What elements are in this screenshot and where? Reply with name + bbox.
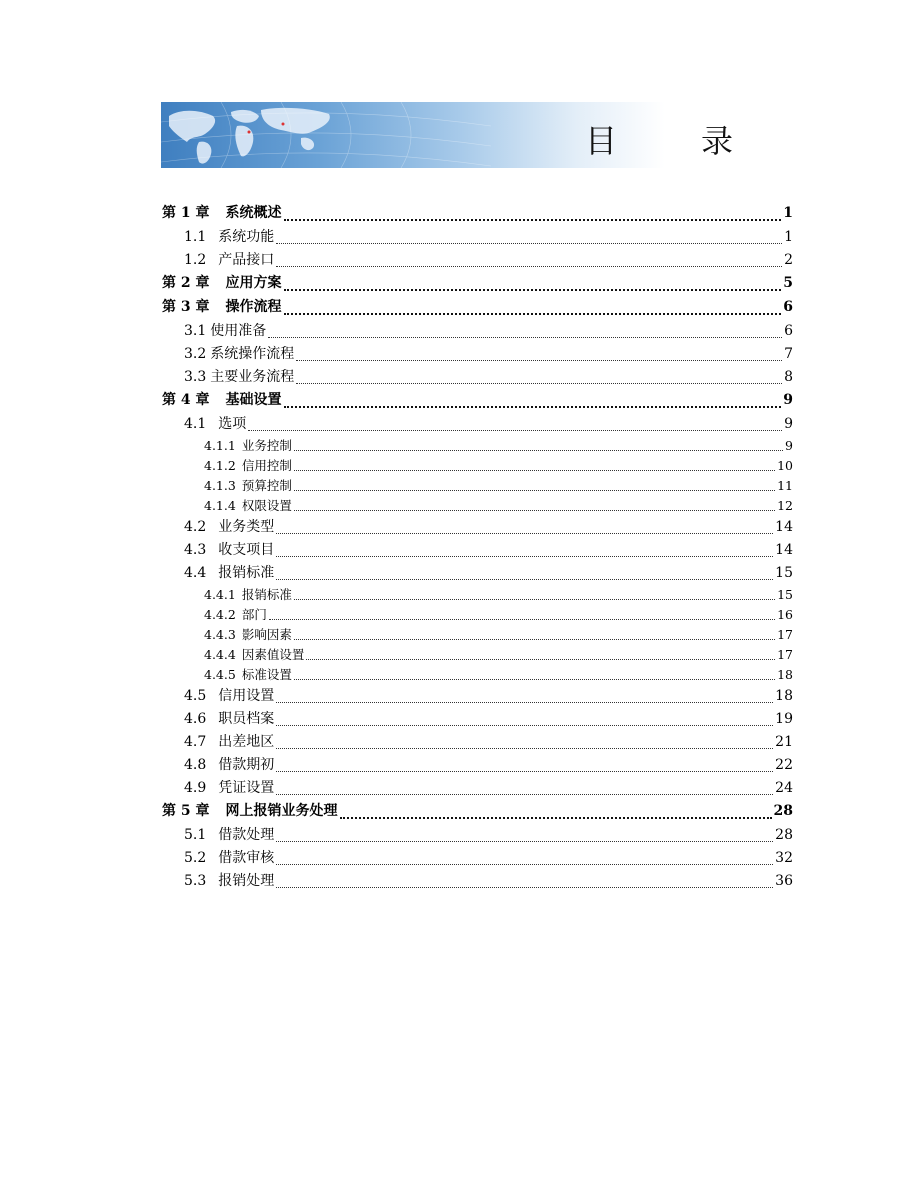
toc-entry-section[interactable] xyxy=(162,320,793,343)
toc-entry-page: 15 xyxy=(777,587,793,602)
toc-entry-page: 21 xyxy=(775,734,793,750)
toc-entry-label xyxy=(162,389,282,409)
toc-entry-section[interactable] xyxy=(162,366,793,389)
toc-entry-page: 19 xyxy=(775,711,793,727)
toc-entry-page: 24 xyxy=(775,780,793,796)
table-of-contents xyxy=(162,202,793,893)
toc-entry-number: 4.4 xyxy=(184,565,207,581)
toc-entry-label xyxy=(184,366,294,386)
toc-entry-number: 5.2 xyxy=(184,850,207,866)
toc-entry-number: 4.4.1 xyxy=(204,587,236,602)
toc-entry-page: 8 xyxy=(784,369,793,385)
dot-leader xyxy=(276,578,773,580)
toc-entry-sub[interactable] xyxy=(162,476,793,496)
dot-leader xyxy=(284,288,782,291)
toc-entry-label xyxy=(204,625,292,643)
toc-entry-title: 报销处理 xyxy=(218,873,275,889)
toc-entry-number: 3.1 xyxy=(184,323,207,339)
dot-leader xyxy=(269,618,775,620)
dot-leader xyxy=(294,469,775,471)
toc-entry-number: 4.7 xyxy=(184,734,207,750)
toc-entry-title: 系统概述 xyxy=(225,205,282,221)
dot-leader xyxy=(294,489,775,491)
dot-leader xyxy=(276,555,773,557)
toc-entry-number: 1.2 xyxy=(184,252,207,268)
toc-entry-title: 标准设置 xyxy=(241,667,292,682)
toc-entry-label xyxy=(184,708,274,728)
toc-entry-sub[interactable] xyxy=(162,456,793,476)
toc-entry-section[interactable] xyxy=(162,870,793,893)
toc-entry-label xyxy=(184,824,274,844)
toc-entry-page: 18 xyxy=(777,667,793,682)
toc-entry-sub[interactable] xyxy=(162,496,793,516)
toc-entry-number: 4.2 xyxy=(184,519,207,535)
toc-entry-title: 权限设置 xyxy=(241,498,292,513)
toc-entry-page: 6 xyxy=(783,299,793,315)
toc-entry-number: 4.9 xyxy=(184,780,207,796)
dot-leader xyxy=(294,638,775,640)
toc-entry-page: 6 xyxy=(784,323,793,339)
toc-entry-title: 网上报销业务处理 xyxy=(225,803,338,819)
dot-leader xyxy=(276,793,773,795)
toc-entry-number: 第 4 章 xyxy=(162,392,210,408)
dot-leader xyxy=(276,265,782,267)
toc-entry-title: 产品接口 xyxy=(218,252,275,268)
toc-entry-label xyxy=(184,320,266,340)
toc-entry-section[interactable] xyxy=(162,685,793,708)
toc-entry-number: 4.1.2 xyxy=(204,458,236,473)
toc-entry-label xyxy=(204,645,304,663)
toc-entry-title: 选项 xyxy=(218,416,247,432)
dot-leader xyxy=(276,886,773,888)
toc-entry-title: 信用设置 xyxy=(218,688,275,704)
toc-entry-section[interactable] xyxy=(162,226,793,249)
toc-entry-number: 4.4.4 xyxy=(204,647,236,662)
toc-entry-sub[interactable] xyxy=(162,436,793,456)
toc-entry-number: 第 5 章 xyxy=(162,803,210,819)
toc-entry-section[interactable] xyxy=(162,777,793,800)
dot-leader xyxy=(340,816,772,819)
toc-entry-number: 4.4.5 xyxy=(204,667,236,682)
toc-entry-number: 4.1.4 xyxy=(204,498,236,513)
dot-leader xyxy=(294,598,775,600)
toc-entry-section[interactable] xyxy=(162,343,793,366)
toc-entry-label xyxy=(184,847,274,867)
toc-entry-title: 影响因素 xyxy=(241,627,292,642)
dot-leader xyxy=(276,532,773,534)
dot-leader xyxy=(284,312,782,315)
toc-entry-chapter[interactable] xyxy=(162,389,793,413)
toc-entry-section[interactable] xyxy=(162,708,793,731)
toc-entry-label xyxy=(204,436,292,454)
toc-entry-label xyxy=(184,343,294,363)
toc-entry-page: 14 xyxy=(775,519,793,535)
toc-entry-title: 出差地区 xyxy=(218,734,275,750)
toc-entry-title: 信用控制 xyxy=(241,458,292,473)
toc-entry-section[interactable] xyxy=(162,754,793,777)
toc-entry-number: 4.8 xyxy=(184,757,207,773)
map-marker-icon xyxy=(248,131,251,134)
dot-leader xyxy=(284,218,782,221)
toc-entry-number: 3.2 xyxy=(184,346,207,362)
toc-entry-page: 17 xyxy=(777,627,793,642)
toc-entry-title: 职员档案 xyxy=(218,711,275,727)
toc-entry-title: 业务类型 xyxy=(218,519,275,535)
dot-leader xyxy=(268,336,782,338)
toc-entry-title: 收支项目 xyxy=(218,542,275,558)
toc-entry-number: 4.4.2 xyxy=(204,607,236,622)
dot-leader xyxy=(294,678,775,680)
toc-entry-page: 15 xyxy=(775,565,793,581)
dot-leader xyxy=(248,429,782,431)
toc-entry-title: 借款审核 xyxy=(218,850,275,866)
toc-entry-title: 业务控制 xyxy=(241,438,292,453)
toc-entry-chapter[interactable] xyxy=(162,800,793,824)
toc-entry-title: 操作流程 xyxy=(225,299,282,315)
toc-entry-number: 3.3 xyxy=(184,369,207,385)
toc-entry-number: 4.1 xyxy=(184,416,207,432)
toc-entry-title: 借款处理 xyxy=(218,827,275,843)
toc-entry-section[interactable] xyxy=(162,847,793,870)
toc-entry-page: 2 xyxy=(784,252,793,268)
toc-entry-label xyxy=(184,249,274,269)
toc-entry-page: 28 xyxy=(773,803,793,819)
dot-leader xyxy=(294,449,783,451)
toc-entry-number: 4.4.3 xyxy=(204,627,236,642)
toc-entry-label xyxy=(162,202,282,222)
toc-entry-page: 10 xyxy=(777,458,793,473)
toc-entry-title: 凭证设置 xyxy=(218,780,275,796)
toc-entry-number: 4.6 xyxy=(184,711,207,727)
toc-entry-label xyxy=(184,226,274,246)
toc-entry-label xyxy=(162,296,282,316)
toc-entry-title: 系统功能 xyxy=(218,229,275,245)
toc-entry-title: 报销标准 xyxy=(241,587,292,602)
toc-entry-sub[interactable] xyxy=(162,585,793,605)
toc-entry-number: 5.3 xyxy=(184,873,207,889)
toc-entry-section[interactable] xyxy=(162,731,793,754)
toc-entry-page: 12 xyxy=(777,498,793,513)
toc-entry-title: 借款期初 xyxy=(218,757,275,773)
dot-leader xyxy=(296,382,782,384)
toc-entry-label xyxy=(184,870,274,890)
toc-entry-page: 17 xyxy=(777,647,793,662)
toc-entry-label xyxy=(204,496,292,514)
toc-entry-page: 1 xyxy=(784,229,793,245)
toc-entry-label xyxy=(162,272,282,292)
toc-entry-number: 1.1 xyxy=(184,229,207,245)
toc-entry-title: 部门 xyxy=(241,607,267,622)
header-banner xyxy=(161,102,791,168)
toc-entry-number: 4.5 xyxy=(184,688,207,704)
toc-entry-number: 5.1 xyxy=(184,827,207,843)
toc-entry-number: 第 3 章 xyxy=(162,299,210,315)
dot-leader xyxy=(284,405,782,408)
toc-entry-label xyxy=(204,585,292,603)
toc-entry-page: 9 xyxy=(784,416,793,432)
toc-entry-sub[interactable] xyxy=(162,605,793,625)
toc-entry-sub[interactable] xyxy=(162,645,793,665)
toc-entry-chapter[interactable] xyxy=(162,296,793,320)
toc-entry-page: 32 xyxy=(775,850,793,866)
toc-entry-section[interactable] xyxy=(162,249,793,272)
dot-leader xyxy=(276,770,773,772)
page-title: 目 录 xyxy=(584,122,759,160)
toc-entry-label xyxy=(184,754,274,774)
toc-entry-title: 预算控制 xyxy=(241,478,292,493)
toc-entry-page: 1 xyxy=(783,205,793,221)
toc-entry-title: 系统操作流程 xyxy=(210,346,295,362)
toc-entry-number: 第 1 章 xyxy=(162,205,210,221)
dot-leader xyxy=(294,509,775,511)
toc-entry-section[interactable] xyxy=(162,413,793,436)
toc-entry-title: 因素值设置 xyxy=(241,647,305,662)
toc-entry-page: 16 xyxy=(777,607,793,622)
toc-entry-label xyxy=(184,413,246,433)
toc-entry-page: 18 xyxy=(775,688,793,704)
dot-leader xyxy=(276,242,782,244)
toc-entry-label xyxy=(204,665,292,683)
toc-entry-sub[interactable] xyxy=(162,625,793,645)
toc-entry-label xyxy=(184,731,274,751)
toc-entry-title: 报销标准 xyxy=(218,565,275,581)
toc-entry-label xyxy=(184,562,274,582)
toc-entry-section[interactable] xyxy=(162,516,793,539)
toc-entry-label xyxy=(184,685,274,705)
dot-leader xyxy=(276,724,773,726)
dot-leader xyxy=(296,359,782,361)
dot-leader xyxy=(276,701,773,703)
toc-entry-page: 9 xyxy=(783,392,793,408)
toc-entry-label xyxy=(204,456,292,474)
dot-leader xyxy=(306,658,775,660)
toc-entry-number: 4.1.3 xyxy=(204,478,236,493)
toc-entry-number: 4.1.1 xyxy=(204,438,236,453)
dot-leader xyxy=(276,747,773,749)
map-marker-icon xyxy=(282,123,285,126)
toc-entry-page: 11 xyxy=(777,478,793,493)
toc-entry-chapter[interactable] xyxy=(162,202,793,226)
toc-entry-label xyxy=(184,539,274,559)
toc-entry-section[interactable] xyxy=(162,562,793,585)
toc-entry-title: 主要业务流程 xyxy=(210,369,295,385)
toc-entry-section[interactable] xyxy=(162,824,793,847)
toc-entry-label xyxy=(204,605,267,623)
toc-entry-page: 22 xyxy=(775,757,793,773)
toc-entry-number: 4.3 xyxy=(184,542,207,558)
toc-entry-number: 第 2 章 xyxy=(162,275,210,291)
toc-entry-page: 36 xyxy=(775,873,793,889)
toc-entry-chapter[interactable] xyxy=(162,272,793,296)
toc-entry-page: 5 xyxy=(783,275,793,291)
toc-entry-title: 基础设置 xyxy=(225,392,282,408)
toc-entry-page: 28 xyxy=(775,827,793,843)
toc-entry-label xyxy=(184,516,274,536)
toc-entry-page: 9 xyxy=(785,438,793,453)
toc-entry-title: 应用方案 xyxy=(225,275,282,291)
toc-entry-section[interactable] xyxy=(162,539,793,562)
toc-entry-label xyxy=(204,476,292,494)
dot-leader xyxy=(276,863,773,865)
dot-leader xyxy=(276,840,773,842)
toc-entry-page: 14 xyxy=(775,542,793,558)
toc-entry-sub[interactable] xyxy=(162,665,793,685)
toc-entry-page: 7 xyxy=(784,346,793,362)
toc-entry-label xyxy=(184,777,274,797)
toc-entry-label xyxy=(162,800,338,820)
toc-entry-title: 使用准备 xyxy=(210,323,267,339)
